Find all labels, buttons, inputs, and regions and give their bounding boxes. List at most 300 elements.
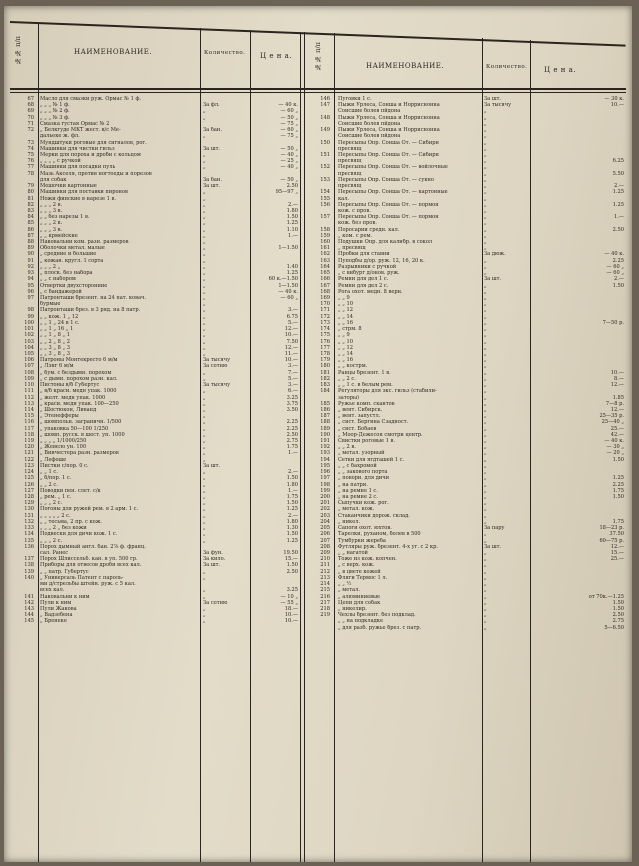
item-quantity-unit: „ <box>203 263 206 270</box>
item-price: 7—50 р. <box>602 319 624 326</box>
item-quantity-unit: „ <box>484 214 487 221</box>
item-price: 12.— <box>284 344 298 351</box>
item-quantity-unit: „ <box>203 431 206 438</box>
item-number: 134 <box>24 531 34 538</box>
item-quantity-unit: „ <box>484 556 487 563</box>
item-name: „ Вадзебена <box>40 612 73 619</box>
item-quantity-unit: „ <box>203 400 206 407</box>
item-quantity-unit: „ <box>484 419 487 426</box>
item-name: Ремни для дел 1 с. <box>338 276 389 283</box>
item-price: 1.25 <box>286 270 298 277</box>
item-price: 7—8 р. <box>605 400 624 407</box>
item-number: 88 <box>27 239 34 246</box>
item-price: 15.— <box>610 549 624 556</box>
item-number: 92 <box>27 263 34 270</box>
item-quantity-unit: „ <box>203 313 206 320</box>
item-quantity-unit: „ <box>484 319 487 326</box>
item-number: 83 <box>27 207 34 214</box>
item-price: 1.75 <box>286 494 298 500</box>
item-quantity-unit: „ <box>484 549 487 556</box>
item-name: „ в/б краси. медн упак. 1000 <box>40 388 117 395</box>
item-price: 1—1.50 <box>278 245 298 252</box>
item-name: Поросарии средн. кал. <box>338 226 400 233</box>
item-name: Машинки для чистки гильз <box>40 145 115 152</box>
item-quantity-unit: „ <box>203 239 206 246</box>
item-name: Мазь Акселя, против ногтоеды и порезов <box>40 170 152 177</box>
item-quantity-unit: „ <box>203 295 206 301</box>
item-quantity-unit: „ <box>484 357 487 364</box>
item-quantity-unit: „ <box>484 388 487 395</box>
item-name: „ „ „ 2 в. <box>40 220 63 227</box>
item-quantity-unit: „ <box>484 581 487 588</box>
item-name: „ „ кострм. <box>338 363 368 370</box>
item-name: Пересыпы Опр. Сонша От. — Сибирн <box>338 139 439 146</box>
item-number: 164 <box>320 263 330 270</box>
item-price: 3.— <box>288 307 298 314</box>
item-number: 219 <box>320 612 330 619</box>
item-name: Чехлы брезент. без подклад. <box>338 612 416 619</box>
item-quantity-unit: „ <box>484 201 487 208</box>
item-quantity-unit: „ <box>484 127 487 134</box>
item-name: „ метал. кож. <box>338 506 375 513</box>
item-quantity-unit: За шт. <box>484 276 502 283</box>
item-quantity-unit: „ <box>484 332 487 339</box>
item-quantity-unit: За бан. <box>203 127 222 134</box>
item-price: — 40 к. <box>604 251 624 258</box>
item-name: „ „ 12 <box>338 307 353 314</box>
item-name: „ „ на подкладке <box>338 618 383 625</box>
item-number: 168 <box>320 288 330 295</box>
item-quantity-unit: „ <box>484 164 487 171</box>
item-number: 197 <box>320 475 330 482</box>
item-name: кож. с пров. <box>338 207 371 214</box>
item-quantity-unit: „ <box>484 624 487 631</box>
item-name: „ „ 3 „ 8 „ 3 <box>40 344 70 351</box>
item-name: „ плоск. без набора <box>40 270 93 277</box>
item-number: 76 <box>27 158 34 165</box>
item-quantity-unit: „ <box>203 158 206 165</box>
item-price: 1.75 <box>612 518 624 525</box>
item-quantity-unit: „ <box>484 456 487 463</box>
header-name-left: НАИМЕНОВАНИЕ. <box>74 48 153 56</box>
item-price: 18.— <box>284 605 298 612</box>
item-price: — 55 „ <box>280 599 298 606</box>
item-number: 195 <box>320 462 330 469</box>
item-price: 3.— <box>288 363 298 370</box>
item-quantity-unit: „ <box>484 469 487 476</box>
item-quantity-unit: „ <box>203 612 206 619</box>
item-name: „ „ 1 с. <box>40 469 58 476</box>
item-quantity-unit: „ <box>203 500 206 507</box>
item-name: „ с верх. кож. <box>338 562 375 569</box>
item-number: 155 <box>320 195 330 202</box>
item-number: 106 <box>24 357 34 364</box>
header-num-left: №№ п/п <box>14 36 22 65</box>
item-quantity-unit: „ <box>203 537 206 544</box>
list-item <box>10 618 300 624</box>
item-number: 188 <box>320 419 330 426</box>
item-price: — 20 „ <box>606 450 624 457</box>
item-quantity-unit: „ <box>484 481 487 488</box>
item-quantity-unit: „ <box>203 189 206 196</box>
item-quantity-unit: „ <box>484 295 487 301</box>
item-number: 138 <box>24 562 34 569</box>
item-quantity-unit: „ <box>484 562 487 569</box>
item-quantity-unit: „ <box>203 481 206 488</box>
item-name: „ „ 10 <box>338 338 353 345</box>
item-number: 104 <box>24 344 34 351</box>
item-number: 108 <box>24 369 34 376</box>
item-name: „ „ с набором <box>40 276 76 283</box>
item-name: ми д/стрельбы штейн. руж. с 5 кал. <box>40 581 136 588</box>
item-name: Наковальни ком. разн. размеров <box>40 239 129 246</box>
item-name: „ Белкгуде МКТ жест. в/с Ме- <box>40 127 121 134</box>
item-name: „ „ „ 2 „ <box>40 263 61 270</box>
item-name: „ на ремне 1 с. <box>338 487 378 494</box>
item-number: 123 <box>24 462 34 469</box>
header-price-right: Ц е н а. <box>544 66 576 74</box>
item-quantity-unit: „ <box>484 431 487 438</box>
item-quantity-unit: „ <box>484 462 487 469</box>
item-price: 3.75 <box>286 400 298 407</box>
item-number: 143 <box>24 605 34 612</box>
item-price: 1.25 <box>286 537 298 544</box>
item-name: Ножи финские в нарезе 1 в. <box>40 195 117 202</box>
item-price: 7.50 <box>286 338 298 345</box>
item-name: „ „ 12 <box>338 344 353 351</box>
item-name: Пересыпы Опр. Сонша От. — Сибирн <box>338 151 439 158</box>
item-price: 10.— <box>284 357 298 364</box>
item-number: 80 <box>27 189 34 196</box>
item-number: 95 <box>27 282 34 289</box>
item-quantity-unit: „ <box>203 518 206 525</box>
item-name: Отвертки двухсторонние <box>40 282 108 289</box>
item-price: 2.25 <box>286 419 298 426</box>
item-name: Наковальни к ним <box>40 593 90 600</box>
item-name: Пули к ним <box>40 599 72 606</box>
item-quantity-unit: „ <box>203 338 206 345</box>
item-number: 177 <box>320 344 330 351</box>
item-number: 154 <box>320 189 330 196</box>
item-name: „ вент. запустл. <box>338 413 381 420</box>
item-price: 1.50 <box>612 494 624 500</box>
item-number: 137 <box>24 556 34 563</box>
item-price: 2.— <box>288 512 298 519</box>
item-name: „ б/пор. 1 с. <box>40 475 72 482</box>
item-quantity-unit: „ <box>484 139 487 146</box>
item-price: — 75 „ <box>280 133 298 140</box>
item-name: Футляры руж. брезент. 4-х уг. с 2 кр. <box>338 543 438 550</box>
item-price: 2.25 <box>286 425 298 432</box>
item-name: Оболочки метал. малые <box>40 245 105 252</box>
item-price: 1.50 <box>286 531 298 538</box>
item-name: „ „ 14 <box>338 350 353 357</box>
item-name: „ „ „ 2 в. <box>40 201 63 208</box>
item-price: 1.25 <box>612 189 624 196</box>
item-price: 11.— <box>284 350 298 357</box>
item-quantity-unit: „ <box>203 605 206 612</box>
item-quantity-unit: За дюж. <box>484 251 506 258</box>
item-price: 1.50 <box>286 214 298 221</box>
item-quantity-unit: „ <box>203 593 206 600</box>
item-quantity-unit: „ <box>484 531 487 538</box>
catalog-page <box>4 6 632 862</box>
item-name: кож. без пров. <box>338 220 377 227</box>
item-number: 122 <box>24 456 34 463</box>
item-quantity-unit: „ <box>203 413 206 420</box>
item-quantity-unit: „ <box>484 176 487 183</box>
item-name: „ „ „ „ 1/1000/250 <box>40 438 87 445</box>
item-name: „ алюминиевые <box>338 593 381 600</box>
item-name: Ружье комп. скантов <box>338 400 395 407</box>
item-name: „ „ „ „ „ 2 с. <box>40 512 71 519</box>
header-name-right: НАИМЕНОВАНИЕ. <box>366 62 445 70</box>
item-name: „ „ „ 3 в. <box>40 226 63 233</box>
item-number: 112 <box>24 394 34 401</box>
item-quantity-unit: „ <box>484 612 487 619</box>
item-number: 116 <box>24 419 34 426</box>
item-name: „ бум. с бездымн. порохом <box>40 369 112 376</box>
item-quantity-unit: За тысячу <box>484 102 512 109</box>
item-number: 114 <box>24 406 34 413</box>
item-name: Свистки роговые 1 в. <box>338 438 395 445</box>
item-name: Мундштуки роговые для сигналов, рог. <box>40 139 147 146</box>
item-quantity-unit: „ <box>484 226 487 233</box>
item-number: 210 <box>320 556 330 563</box>
item-number: 142 <box>24 599 34 606</box>
item-number: 185 <box>320 400 330 407</box>
item-name: „ упаковка 50—100 1/250 <box>40 425 109 432</box>
item-name: Регуляторы для экс. гильз (стабили- <box>338 388 437 395</box>
item-number: 161 <box>320 245 330 252</box>
item-number: 118 <box>24 431 34 438</box>
item-price: 25.— <box>610 556 624 563</box>
item-price: 1.80 <box>286 207 298 214</box>
item-quantity-unit: „ <box>484 369 487 376</box>
item-price: 6.75 <box>286 313 298 320</box>
item-price: — 40 к. <box>604 438 624 445</box>
item-name: „ „ „ № 3 ф. <box>40 114 70 121</box>
item-quantity-unit: „ <box>203 512 206 519</box>
item-price: 5.— <box>288 375 298 382</box>
item-name: Сыпучки кож. рог. <box>338 500 389 507</box>
item-quantity-unit: За фун. <box>203 549 223 556</box>
item-name: „ „ 2 в. <box>338 444 356 451</box>
item-number: 202 <box>320 506 330 513</box>
item-number: 201 <box>320 500 330 507</box>
item-quantity-unit: „ <box>203 226 206 233</box>
item-number: 96 <box>27 288 34 295</box>
item-quantity-unit: „ <box>203 394 206 401</box>
item-price: — 30 „ <box>606 444 624 451</box>
item-name: „ „ 9 <box>338 295 350 301</box>
header-bottom-rule <box>10 88 626 90</box>
item-number: 82 <box>27 201 34 208</box>
item-price: 1—1.50 <box>278 282 298 289</box>
item-price: 10.— <box>284 332 298 339</box>
item-price: — 25 „ <box>280 158 298 165</box>
right-price-list <box>306 96 626 631</box>
item-number: 157 <box>320 214 330 221</box>
item-name: Пересыпы Опр. Сонша От. — картонные <box>338 189 448 196</box>
item-name: „ ком. с рем. <box>338 232 373 239</box>
item-number: 163 <box>320 257 330 264</box>
item-quantity-unit: „ <box>203 444 206 451</box>
item-quantity-unit: „ <box>484 158 487 165</box>
item-quantity-unit: „ <box>484 282 487 289</box>
item-number: 99 <box>27 313 34 320</box>
item-name: „ средние и большие <box>40 251 97 258</box>
item-name: „ Моор-Дежесон смотри центр. <box>338 431 423 438</box>
item-name: Пуговки 1 с. <box>338 96 372 102</box>
item-price: 1.40 <box>286 263 298 270</box>
item-name: „ рем. „ 1 с. <box>40 494 72 500</box>
item-price: 2.50 <box>612 612 624 619</box>
item-price: от 70к.—1.25 <box>588 593 624 600</box>
item-number: 166 <box>320 276 330 283</box>
item-quantity-unit: „ <box>484 270 487 277</box>
item-name: „ „ „ № 2 ф. <box>40 108 70 115</box>
item-quantity-unit: „ <box>203 251 206 258</box>
item-name: „ „ 1 с. в белым рем. <box>338 382 393 389</box>
item-name: „ никелир. <box>338 605 367 612</box>
item-number: 69 <box>27 108 34 115</box>
item-number: 91 <box>27 257 34 264</box>
item-price: 1.50 <box>286 500 298 507</box>
item-number: 141 <box>24 593 34 600</box>
item-quantity-unit: „ <box>484 133 487 140</box>
item-name: Пересыпы Опр. Сонша От. — войлочные <box>338 164 448 171</box>
item-quantity-unit: „ <box>203 587 206 594</box>
item-price: 2.75 <box>612 618 624 625</box>
item-name: Фляги Термос 1 л. <box>338 574 388 581</box>
item-price: — 60 „ <box>280 108 298 115</box>
item-number: 192 <box>320 444 330 451</box>
item-price: 1.30 <box>286 525 298 532</box>
item-quantity-unit: „ <box>484 207 487 214</box>
item-number: 105 <box>24 350 34 357</box>
item-number: 131 <box>24 512 34 519</box>
item-name: „ „ 1 „ 24 в 1 с. <box>40 319 80 326</box>
item-number: 167 <box>320 282 330 289</box>
center-rule <box>300 32 301 862</box>
item-price: — 60 „ <box>606 270 624 277</box>
item-name: Соисшие болев пйдона <box>338 120 401 127</box>
item-quantity-unit: „ <box>203 388 206 395</box>
item-quantity-unit: „ <box>203 282 206 289</box>
item-name: „ с дымн. порохом разн. кал. <box>40 375 118 382</box>
item-quantity-unit: За сотню <box>203 599 228 606</box>
item-name: Ранцы брезент. 1 в. <box>338 369 391 376</box>
item-name: Патроны Монтекресто 6 м/м <box>40 357 118 364</box>
item-price: 1.80 <box>286 481 298 488</box>
item-number: 94 <box>27 276 34 283</box>
item-price: 3.50 <box>286 406 298 413</box>
item-quantity-unit: „ <box>484 475 487 482</box>
item-quantity-unit: „ <box>484 232 487 239</box>
item-name: „ „ нагатой <box>338 549 368 556</box>
item-quantity-unit: „ <box>203 438 206 445</box>
item-number: 89 <box>27 245 34 252</box>
item-quantity-unit: „ <box>484 245 487 252</box>
item-quantity-unit: За шт. <box>484 543 502 550</box>
item-quantity-unit: „ <box>484 108 487 115</box>
item-quantity-unit: „ <box>484 599 487 606</box>
item-price: — 50 „ <box>280 176 298 183</box>
item-name: „ Жевело ун. 100 <box>40 444 87 451</box>
item-name: „ метал. узорный <box>338 450 385 457</box>
item-price: 1.25 <box>286 506 298 513</box>
item-quantity-unit: „ <box>484 375 487 382</box>
item-name: „ „ „ № 1 ф. <box>40 102 70 109</box>
item-number: 109 <box>24 375 34 382</box>
item-number: 79 <box>27 183 34 190</box>
header-qty-left: Количество. <box>204 50 246 56</box>
item-price: 3.25 <box>286 587 298 594</box>
item-price: 1.— <box>288 232 298 239</box>
item-name: пресвящ <box>338 145 362 152</box>
item-name: „ никел. <box>338 518 361 525</box>
item-number: 67 <box>27 96 34 102</box>
item-number: 103 <box>24 338 34 345</box>
item-price: 37.50 <box>609 531 624 538</box>
item-number: 193 <box>320 450 330 457</box>
item-price: 12.— <box>610 406 624 413</box>
item-number: 186 <box>320 406 330 413</box>
item-name: „ Лэнг 6 м/м <box>40 363 74 370</box>
item-number: 189 <box>320 425 330 432</box>
item-number: 125 <box>24 475 34 482</box>
item-quantity-unit: „ <box>484 257 487 264</box>
item-name: всех кал. <box>40 587 65 594</box>
item-name: Разрывники с ручкой <box>338 263 397 270</box>
item-number: 101 <box>24 326 34 333</box>
item-number: 172 <box>320 313 330 320</box>
item-name: Машинки для посадки пуль <box>40 164 116 171</box>
item-price: 2.— <box>288 469 298 476</box>
item-number: 147 <box>320 102 330 109</box>
item-name: Пересыпы Опр. Сонша От. — пормон <box>338 201 439 208</box>
item-price: 25.— <box>610 425 624 432</box>
item-quantity-unit: „ <box>484 500 487 507</box>
item-price: 2.— <box>614 276 624 283</box>
item-number: 86 <box>27 226 34 233</box>
item-number: 203 <box>320 512 330 519</box>
item-name: Соисшие болев пйдона <box>338 133 401 140</box>
item-number: 70 <box>27 114 34 121</box>
item-quantity-unit: „ <box>203 375 206 382</box>
item-quantity-unit: „ <box>203 568 206 575</box>
item-quantity-unit: „ <box>203 276 206 283</box>
item-number: 178 <box>320 350 330 357</box>
list-item <box>306 625 626 631</box>
item-quantity-unit: „ <box>484 363 487 370</box>
item-name: Тумбурки жереба <box>338 537 386 544</box>
item-price: 15.— <box>284 556 298 563</box>
item-price: 1.85 <box>612 394 624 401</box>
item-name: „ Винчестера разн. размеров <box>40 450 119 457</box>
item-quantity-unit: „ <box>203 195 206 202</box>
item-name: „ с вибург д/онов. руж. <box>338 270 400 277</box>
item-name: Сапоги охот. юхтов. <box>338 525 392 532</box>
item-quantity-unit: „ <box>203 344 206 351</box>
item-quantity-unit: „ <box>203 307 206 314</box>
item-name: „ с бандажерой <box>40 288 82 295</box>
item-name: „ вент. Сибирск. <box>338 406 383 413</box>
item-price: 2.75 <box>286 438 298 445</box>
item-name: пресвящ <box>338 170 362 177</box>
header-bottom-rule-2 <box>10 92 626 93</box>
